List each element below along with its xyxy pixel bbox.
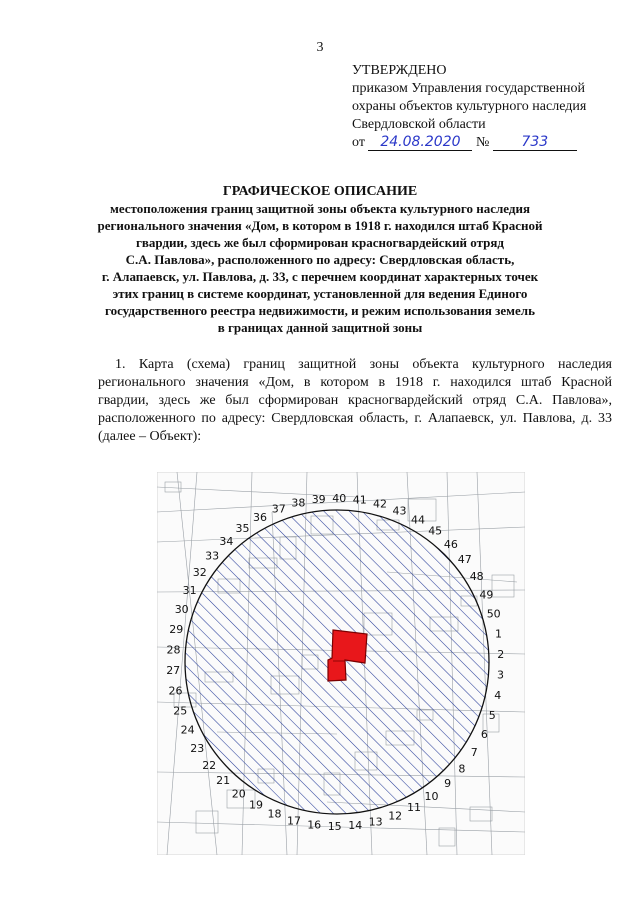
title-line: С.А. Павлова», расположенного по адресу: Свердловская область, [125, 252, 515, 267]
boundary-point-label: 23 [190, 741, 205, 755]
boundary-point-label: 31 [182, 584, 197, 598]
paragraph-line: 1. Карта (схема) границ защитной зоны объекта культурного наследия [115, 357, 612, 372]
boundary-point-label: 22 [202, 758, 217, 772]
boundary-point-label: 40 [332, 492, 347, 505]
title-heading: ГРАФИЧЕСКОЕ ОПИСАНИЕ [222, 184, 418, 199]
boundary-point-label: 5 [488, 708, 496, 722]
boundary-point-label: 29 [169, 623, 184, 636]
boundary-point-label: 43 [392, 504, 407, 518]
boundary-point-label: 33 [205, 549, 220, 563]
boundary-point-label: 16 [307, 818, 322, 832]
paragraph-line: регионального значения «Дом, в котором в 1918 г. находился штаб Красной [98, 375, 612, 390]
boundary-point-label: 3 [497, 668, 504, 682]
boundary-point-label: 24 [180, 723, 195, 737]
boundary-point-label: 15 [327, 820, 342, 833]
approval-line: приказом Управления государственной [352, 81, 586, 96]
boundary-point-label: 25 [173, 704, 188, 718]
boundary-point-label: 49 [479, 588, 494, 602]
title-line: местоположения границ защитной зоны объекта культурного наследия [109, 201, 531, 216]
boundary-point-label: 48 [469, 570, 484, 584]
approval-line: Свердловской области [352, 117, 486, 132]
boundary-point-label: 12 [388, 809, 403, 823]
boundary-point-label: 38 [291, 496, 306, 510]
approval-heading: УТВЕРЖДЕНО [352, 63, 447, 78]
boundary-point-label: 47 [457, 553, 472, 567]
boundary-point-label: 14 [348, 819, 363, 832]
boundary-point-label: 18 [267, 807, 282, 821]
boundary-point-label: 13 [368, 815, 383, 829]
boundary-point-label: 8 [458, 762, 466, 776]
body-paragraph [98, 356, 612, 446]
document-title [60, 183, 580, 336]
protection-zone-map [157, 472, 525, 855]
title-line: в границах данной защитной зоны [217, 320, 423, 335]
boundary-point-label: 39 [311, 493, 326, 506]
boundary-point-label: 32 [192, 566, 207, 580]
title-line: регионального значения «Дом, в котором в 1918 г. находился штаб Красной [97, 218, 543, 233]
boundary-point-label: 19 [249, 798, 263, 812]
boundary-point-label: 37 [271, 502, 286, 516]
boundary-point-label: 27 [166, 664, 181, 677]
paragraph-line: (далее – Объект): [98, 429, 202, 444]
paragraph-line: гвардии, здесь же был сформирован красногвардейский отряд С.А. Павлова», [98, 393, 612, 408]
title-line: этих границ в системе координат, установленной для ведения Единого [112, 286, 528, 301]
handwritten-date: 24.08.2020 [368, 134, 472, 151]
boundary-point-label: 17 [287, 814, 301, 828]
boundary-point-label: 35 [235, 522, 250, 535]
boundary-point-label: 45 [428, 524, 443, 538]
page-number: 3 [316, 40, 324, 55]
boundary-point-label: 46 [443, 538, 458, 551]
approval-date-line [352, 134, 622, 152]
boundary-point-label: 11 [407, 800, 421, 814]
number-prefix: № [475, 135, 490, 150]
boundary-point-label: 36 [253, 511, 267, 525]
boundary-point-label: 4 [494, 689, 502, 702]
title-line: государственного реестра недвижимости, и режим использования земель [105, 303, 535, 318]
boundary-point-label: 1 [495, 627, 502, 641]
title-line: г. Алапаевск, ул. Павлова, д. 33, с перечнем координат характерных точек [101, 269, 539, 284]
boundary-point-label: 44 [411, 513, 425, 527]
boundary-point-label: 21 [216, 774, 231, 787]
approval-block [352, 62, 622, 152]
boundary-point-label: 2 [497, 648, 505, 661]
boundary-point-label: 20 [231, 787, 246, 801]
boundary-point-label: 9 [444, 777, 452, 791]
boundary-point-label: 10 [424, 790, 439, 803]
boundary-point-label: 50 [486, 607, 501, 621]
boundary-point-label: 30 [174, 603, 189, 617]
boundary-point-label: 6 [480, 727, 488, 741]
approval-line: охраны объектов культурного наследия [352, 99, 587, 114]
boundary-point-label: 28 [166, 643, 181, 657]
boundary-point-label: 26 [168, 684, 183, 698]
handwritten-number: 733 [493, 134, 577, 151]
boundary-point-label: 41 [352, 493, 367, 507]
boundary-point-label: 42 [373, 497, 387, 511]
boundary-point-label: 34 [219, 534, 234, 548]
date-prefix: от [352, 135, 365, 150]
boundary-point-label: 7 [470, 745, 478, 759]
title-line: гвардии, здесь же был сформирован красногвардейский отряд [135, 235, 505, 250]
paragraph-line: расположенного по адресу: Свердловская область, г. Алапаевск, ул. Павлова, д. 33 [98, 411, 612, 426]
